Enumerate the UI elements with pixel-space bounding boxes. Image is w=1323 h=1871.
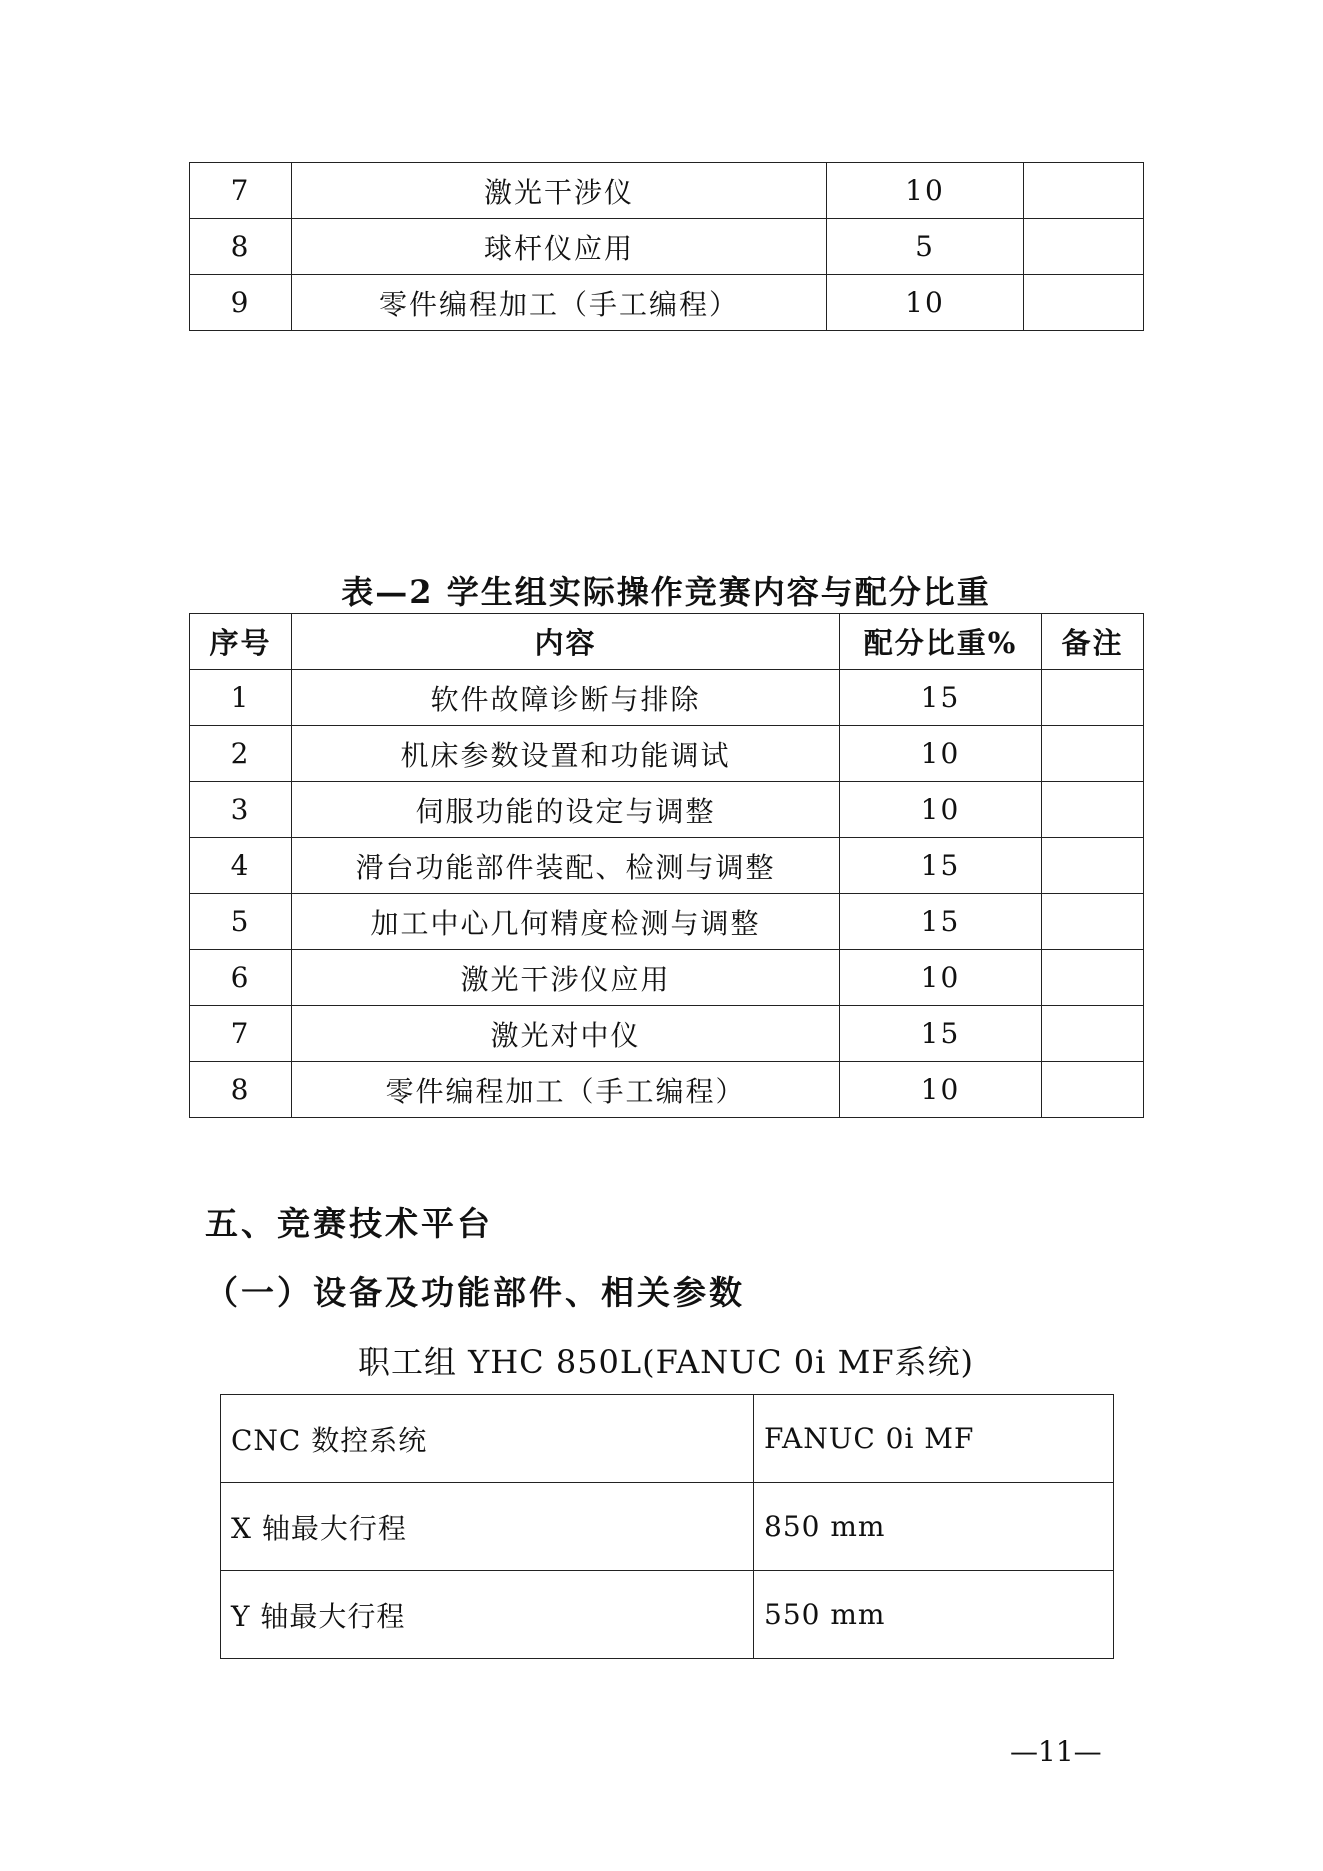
row-weight: 10 (840, 782, 1042, 838)
row-weight: 10 (827, 275, 1024, 331)
row-note (1042, 950, 1144, 1006)
row-number: 7 (190, 1006, 292, 1062)
row-content: 激光对中仪 (292, 1006, 840, 1062)
spec-item: CNC 数控系统 (221, 1395, 754, 1483)
table-row (221, 1395, 1114, 1483)
row-weight: 15 (840, 894, 1042, 950)
row-note (1024, 219, 1144, 275)
spec-item: Y 轴最大行程 (221, 1571, 754, 1659)
row-content: 零件编程加工（手工编程） (292, 275, 827, 331)
row-content: 激光干涉仪应用 (292, 950, 840, 1006)
row-note (1024, 163, 1144, 219)
spec-value: 550 mm (754, 1571, 1114, 1659)
table-row (190, 782, 1144, 838)
row-content: 软件故障诊断与排除 (292, 670, 840, 726)
table-row (190, 950, 1144, 1006)
row-number: 1 (190, 670, 292, 726)
row-note (1042, 838, 1144, 894)
row-number: 3 (190, 782, 292, 838)
student-scoring-table (189, 613, 1144, 1118)
table-row (190, 894, 1144, 950)
row-number: 2 (190, 726, 292, 782)
row-content: 球杆仪应用 (292, 219, 827, 275)
page-number: —11— (1010, 1735, 1102, 1768)
table-row (221, 1483, 1114, 1571)
table-header-row (190, 614, 1144, 670)
row-weight: 15 (840, 1006, 1042, 1062)
row-number: 8 (190, 219, 292, 275)
row-weight: 10 (840, 726, 1042, 782)
row-content: 激光干涉仪 (292, 163, 827, 219)
row-content: 伺服功能的设定与调整 (292, 782, 840, 838)
header-number: 序号 (190, 614, 292, 670)
row-note (1042, 670, 1144, 726)
subsection-heading: （一）设备及功能部件、相关参数 (205, 1273, 745, 1312)
row-number: 4 (190, 838, 292, 894)
header-content: 内容 (292, 614, 840, 670)
table-row (221, 1571, 1114, 1659)
row-number: 8 (190, 1062, 292, 1118)
row-content: 机床参数设置和功能调试 (292, 726, 840, 782)
row-number: 7 (190, 163, 292, 219)
row-weight: 5 (827, 219, 1024, 275)
table-row (190, 275, 1144, 331)
row-note (1042, 894, 1144, 950)
row-weight: 15 (840, 838, 1042, 894)
row-number: 5 (190, 894, 292, 950)
section-heading: 五、竞赛技术平台 (205, 1204, 493, 1243)
equipment-caption: 职工组 YHC 850L(FANUC 0i MF系统) (357, 1343, 975, 1381)
row-content: 零件编程加工（手工编程） (292, 1062, 840, 1118)
spec-value: 850 mm (754, 1483, 1114, 1571)
table-row (190, 838, 1144, 894)
spec-value: FANUC 0i MF (754, 1395, 1114, 1483)
table-caption: 表—2 学生组实际操作竞赛内容与配分比重 (341, 573, 991, 611)
row-weight: 10 (840, 950, 1042, 1006)
table-row (190, 726, 1144, 782)
header-weight: 配分比重% (840, 614, 1042, 670)
continuation-table (189, 162, 1144, 331)
header-note: 备注 (1042, 614, 1144, 670)
row-weight: 10 (827, 163, 1024, 219)
row-content: 加工中心几何精度检测与调整 (292, 894, 840, 950)
table-row (190, 1062, 1144, 1118)
row-weight: 10 (840, 1062, 1042, 1118)
table-row (190, 163, 1144, 219)
row-note (1042, 782, 1144, 838)
row-weight: 15 (840, 670, 1042, 726)
table-row (190, 1006, 1144, 1062)
row-note (1042, 1006, 1144, 1062)
row-number: 6 (190, 950, 292, 1006)
spec-item: X 轴最大行程 (221, 1483, 754, 1571)
row-note (1024, 275, 1144, 331)
table-row (190, 219, 1144, 275)
row-note (1042, 1062, 1144, 1118)
table-row (190, 670, 1144, 726)
equipment-spec-table (220, 1394, 1114, 1659)
row-content: 滑台功能部件装配、检测与调整 (292, 838, 840, 894)
row-note (1042, 726, 1144, 782)
row-number: 9 (190, 275, 292, 331)
